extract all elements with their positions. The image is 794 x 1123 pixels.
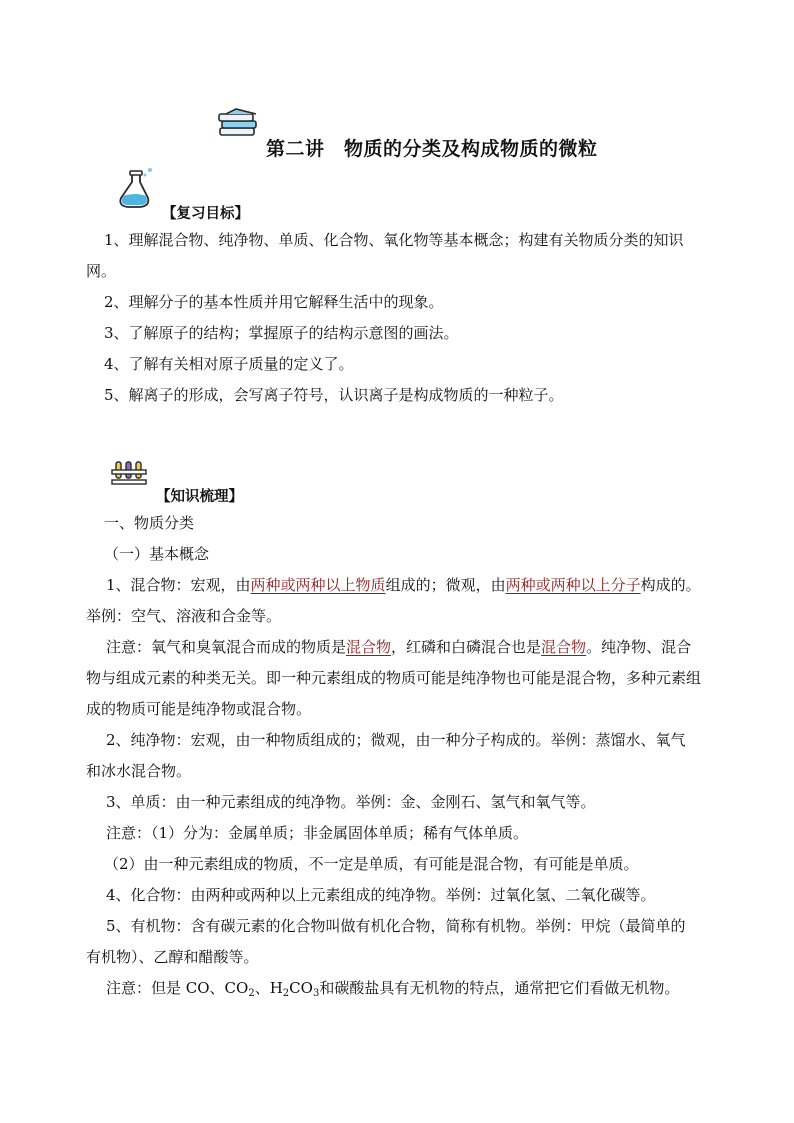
subsection-heading: （一）基本概念 [104,545,210,563]
list-item: 1、理解混合物、纯净物、单质、化合物、氧化物等基本概念；构建有关物质分类的知识 [104,231,684,249]
list-item: 5、解离子的形成，会写离子符号，认识离子是构成物质的一种粒子。 [104,386,564,404]
paragraph-line: 3、单质：由一种元素组成的纯净物。举例：金、金刚石、氢气和氧气等。 [106,793,596,811]
text-run: 组成的；微观，由 [385,576,506,594]
books-icon [216,108,262,138]
paragraph-line: 成的物质可能是纯净物或混合物。 [86,700,312,718]
list-item: 3、了解原子的结构；掌握原子的结构示意图的画法。 [104,324,459,342]
text-run: 注意：氧气和臭氧混合而成的物质是 [106,638,347,656]
paragraph-line [106,570,726,601]
text-run: 构成的。 [640,576,701,594]
subscript: 2 [282,988,290,999]
text-run: 。纯净物、混合 [586,638,692,656]
paragraph-line: （2）由一种元素组成的物质，不一定是单质，有可能是混合物，有可能是单质。 [104,855,639,873]
text-run: CO [289,979,313,997]
text-run: 1、混合物：宏观，由 [106,576,251,594]
paragraph-line: 举例：空气、溶液和合金等。 [86,607,282,625]
paragraph-line: 注意：（1）分为：金属单质；非金属固体单质；稀有气体单质。 [106,824,529,842]
paragraph-line: 4、化合物：由两种或两种以上元素组成的纯净物。举例：过氧化氢、二氧化碳等。 [106,886,656,904]
flask-icon [112,166,156,210]
paragraph-line: 5、有机物：含有碳元素的化合物叫做有机化合物，简称有机物。举例：甲烷（最简单的 [106,917,686,935]
list-item: 网。 [86,262,117,280]
underlined-term: 混合物 [541,638,587,656]
paragraph-line: 物与组成元素的种类无关。即一种元素组成的物质可能是纯净物也可能是混合物，多种元素组 [86,669,702,687]
text-run: 、H [254,979,283,997]
paragraph-line [106,973,726,1004]
section-heading: 一、物质分类 [104,514,195,532]
text-run: ，红磷和白磷混合也是 [391,638,542,656]
underlined-term: 两种或两种以上物质 [250,576,386,594]
review-goals-list [86,225,724,411]
paragraph-line: 和冰水混合物。 [86,762,192,780]
text-run: 和碳酸盐具有无机物的特点，通常把它们看做无机物。 [319,979,680,997]
paragraph-line [106,632,726,663]
list-item: 2、理解分子的基本性质并用它解释生活中的现象。 [104,293,444,311]
knowledge-body [86,508,726,1004]
list-item: 4、了解有关相对原子质量的定义了。 [104,355,354,373]
paragraph-line: 2、纯净物：宏观，由一种物质组成的；微观，由一种分子构成的。举例：蒸馏水、氧气 [106,731,686,749]
page-title: 第二讲 物质的分类及构成物质的微粒 [266,138,598,160]
test-tube-rack-icon [110,460,148,486]
review-goals-heading: 【复习目标】 [162,206,249,222]
subscript: 3 [312,988,320,999]
text-run: 注意：但是 CO、CO [106,979,249,997]
subscript: 2 [248,988,255,999]
paragraph-line: 有机物）、乙醇和醋酸等。 [86,948,259,966]
knowledge-heading: 【知识梳理】 [156,489,243,505]
underlined-term: 两种或两种以上分子 [505,576,641,594]
underlined-term: 混合物 [346,638,392,656]
